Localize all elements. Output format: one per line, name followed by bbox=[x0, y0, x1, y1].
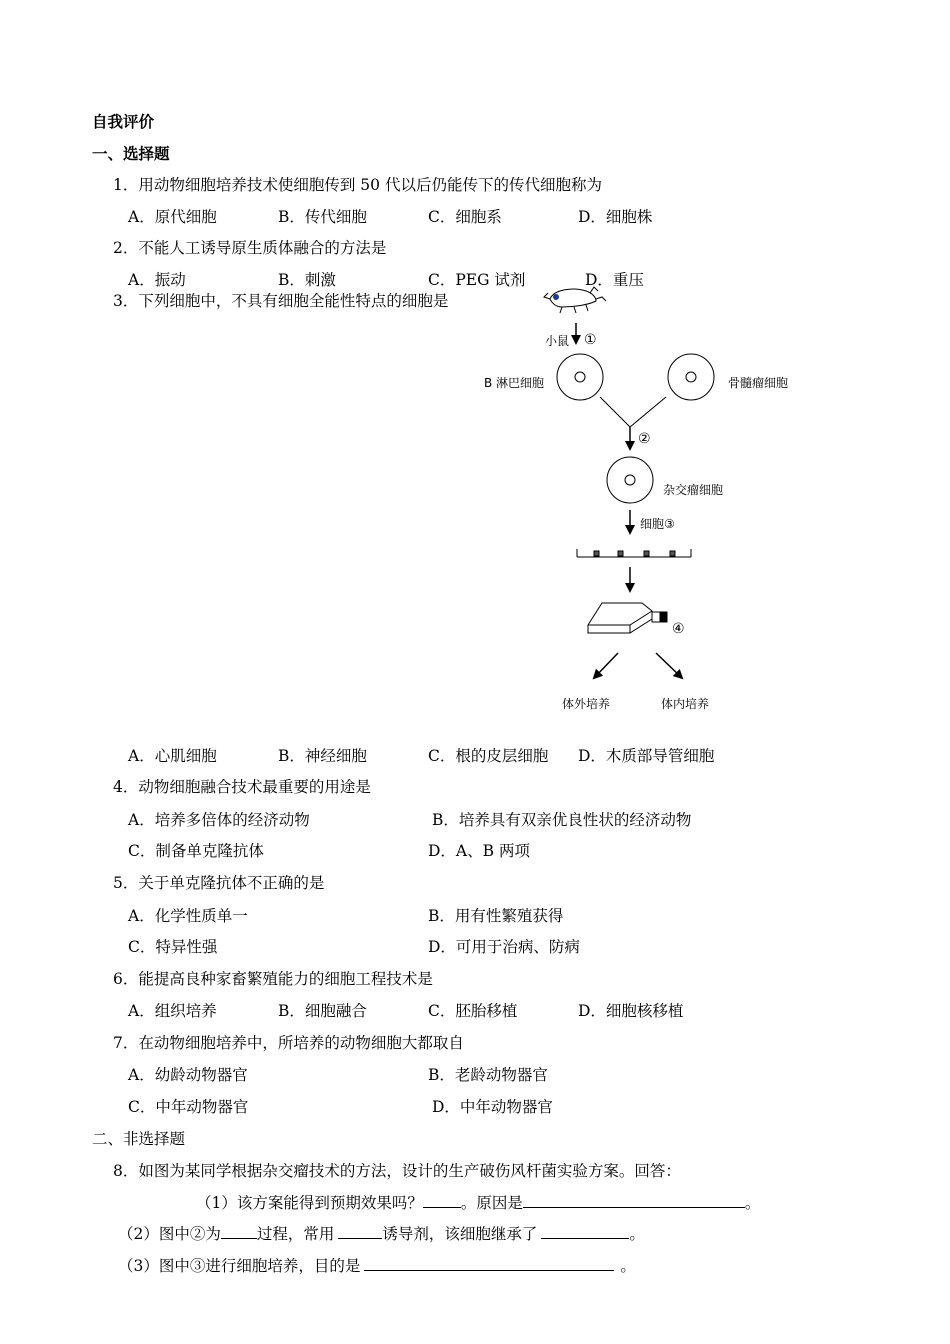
culture-plate-icon bbox=[577, 549, 691, 557]
question-1-option-a: A．原代细胞 bbox=[128, 208, 217, 226]
q8-p2-inherit-blank[interactable] bbox=[541, 1223, 629, 1240]
question-1-stem: 1．用动物细胞培养技术使细胞传到 50 代以后仍能传下的传代细胞称为 bbox=[113, 176, 602, 194]
question-5-option-a: A．化学性质单一 bbox=[128, 907, 248, 925]
label-in-vivo: 体内培养 bbox=[661, 697, 710, 711]
label-step-4: ④ bbox=[672, 621, 685, 637]
question-8-part-1 bbox=[196, 1191, 760, 1213]
section-title-non-choice: 二、非选择题 bbox=[92, 1130, 186, 1148]
question-3-option-a: A．心肌细胞 bbox=[128, 747, 217, 765]
question-1-option-b: B．传代细胞 bbox=[278, 208, 367, 226]
label-myeloma: 骨髓瘤细胞 bbox=[728, 376, 789, 390]
question-6-option-c: C．胚胎移植 bbox=[428, 1002, 518, 1020]
q8-p1-text-b: 。原因是 bbox=[460, 1194, 523, 1212]
question-6-option-d: D．细胞核移植 bbox=[578, 1002, 684, 1020]
label-b-lymphocyte: B 淋巴细胞 bbox=[484, 376, 545, 390]
question-3-option-b: B．神经细胞 bbox=[278, 747, 367, 765]
question-5-option-d: D．可用于治病、防病 bbox=[428, 938, 580, 956]
question-6-option-b: B．细胞融合 bbox=[278, 1002, 367, 1020]
question-6-stem: 6．能提高良种家畜繁殖能力的细胞工程技术是 bbox=[113, 970, 433, 988]
question-8-part-3 bbox=[118, 1254, 636, 1276]
label-step-3: 细胞③ bbox=[640, 517, 675, 531]
q8-p2-text-a: （2）图中②为 bbox=[118, 1225, 221, 1243]
question-2-option-a: A．振动 bbox=[128, 271, 186, 289]
q8-p2-text-d: 。 bbox=[629, 1225, 645, 1243]
label-hybridoma: 杂交瘤细胞 bbox=[663, 483, 724, 497]
q8-p2-text-c: 诱导剂，该细胞继承了 bbox=[382, 1225, 538, 1243]
question-8-stem: 8．如图为某同学根据杂交瘤技术的方法，设计的生产破伤风杆菌实验方案。回答： bbox=[113, 1162, 681, 1180]
b-lymphocyte-cell bbox=[557, 354, 603, 400]
myeloma-cell bbox=[668, 354, 714, 400]
label-in-vitro: 体外培养 bbox=[562, 697, 611, 711]
q8-p3-purpose-blank[interactable] bbox=[364, 1255, 614, 1272]
question-7-option-b: B．老龄动物器官 bbox=[428, 1066, 548, 1084]
question-6-option-a: A．组织培养 bbox=[128, 1002, 217, 1020]
q8-p1-text-c: 。 bbox=[744, 1194, 761, 1212]
merge-line-right bbox=[630, 397, 666, 427]
hybridoma-cell bbox=[607, 457, 653, 503]
question-4-option-c: C．制备单克隆抗体 bbox=[128, 842, 264, 860]
label-step-2: ② bbox=[638, 431, 651, 447]
question-3-option-c: C．根的皮层细胞 bbox=[428, 747, 549, 765]
arrow-in-vivo bbox=[656, 653, 682, 678]
q8-p2-text-b: 过程，常用 bbox=[256, 1225, 335, 1243]
q8-p1-reason-blank[interactable] bbox=[523, 1192, 745, 1209]
question-5-option-c: C．特异性强 bbox=[128, 938, 218, 956]
question-7-stem: 7．在动物细胞培养中，所培养的动物细胞大都取自 bbox=[113, 1034, 464, 1052]
section-title-choice: 一、选择题 bbox=[92, 145, 170, 163]
arrow-in-vitro bbox=[594, 653, 618, 678]
question-5-option-b: B．用有性繁殖获得 bbox=[428, 907, 564, 925]
question-7-option-c: C．中年动物器官 bbox=[128, 1098, 249, 1116]
q8-p2-process-blank[interactable] bbox=[221, 1223, 257, 1240]
question-7-option-a: A．幼龄动物器官 bbox=[128, 1066, 248, 1084]
label-step-1: ① bbox=[584, 332, 597, 348]
question-4-option-d: D．A、B 两项 bbox=[428, 842, 530, 860]
mouse-icon bbox=[544, 287, 606, 313]
question-2-option-b: B．刺激 bbox=[278, 271, 336, 289]
page-heading: 自我评价 bbox=[92, 113, 155, 131]
culture-flask-icon bbox=[588, 603, 667, 633]
question-8-part-2 bbox=[118, 1222, 645, 1244]
question-2-option-c: C．PEG 试剂 bbox=[428, 271, 526, 289]
question-4-stem: 4．动物细胞融合技术最重要的用途是 bbox=[113, 778, 371, 796]
q8-p3-text-b: 。 bbox=[620, 1257, 636, 1275]
question-3-stem: 3．下列细胞中，不具有细胞全能性特点的细胞是 bbox=[113, 292, 449, 310]
q8-p1-answer-blank[interactable] bbox=[423, 1192, 461, 1209]
question-4-option-b: B．培养具有双亲优良性状的经济动物 bbox=[432, 811, 692, 829]
question-2-option-d: D．重压 bbox=[585, 271, 644, 289]
question-3-option-d: D．木质部导管细胞 bbox=[578, 747, 715, 765]
question-1-option-c: C．细胞系 bbox=[428, 208, 502, 226]
question-4-option-a: A．培养多倍体的经济动物 bbox=[128, 811, 310, 829]
question-5-stem: 5．关于单克隆抗体不正确的是 bbox=[113, 874, 325, 892]
question-7-option-d: D．中年动物器官 bbox=[432, 1098, 553, 1116]
question-2-stem: 2．不能人工诱导原生质体融合的方法是 bbox=[113, 239, 387, 257]
q8-p2-inducer-blank[interactable] bbox=[338, 1223, 382, 1240]
hybridoma-diagram bbox=[470, 285, 820, 725]
q8-p1-text-a: （1）该方案能得到预期效果吗？ bbox=[196, 1194, 423, 1212]
q8-p3-text-a: （3）图中③进行细胞培养，目的是 bbox=[118, 1257, 361, 1275]
merge-line-left bbox=[600, 397, 630, 427]
label-mouse: 小鼠 bbox=[545, 334, 570, 348]
question-1-option-d: D．细胞株 bbox=[578, 208, 653, 226]
